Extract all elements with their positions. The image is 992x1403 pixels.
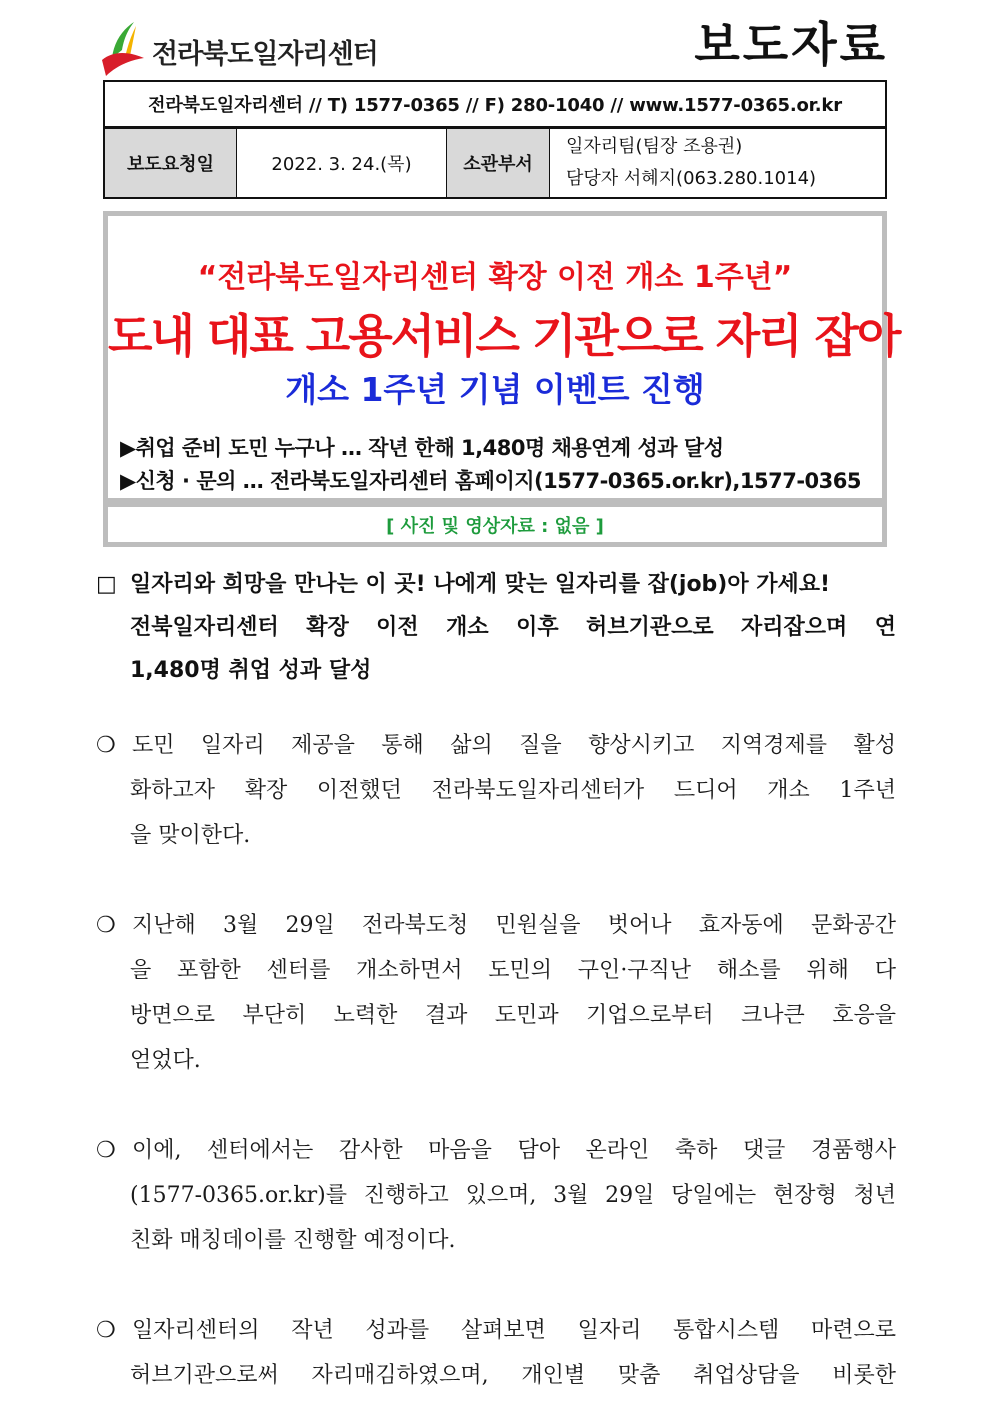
bullet-circle-icon: ❍ — [96, 1138, 116, 1163]
headline-main: 도내 대표 고용서비스 기관으로 자리 잡아 — [108, 309, 900, 363]
bullet-circle-icon: ❍ — [96, 1318, 116, 1343]
headline-bullet: ▶신청 · 문의 … 전라북도일자리센터 홈페이지(1577-0365.or.kr),1577-0365 — [120, 469, 862, 493]
body-paragraph — [96, 1308, 896, 1398]
org-name: 전라북도일자리센터 — [152, 39, 378, 70]
paragraph-line: 얻었다. — [130, 1048, 201, 1073]
paragraph-line: 일자리센터의 작년 성과를 살펴보면 일자리 통합시스템 마련으로 — [132, 1318, 896, 1343]
request-date-value: 2022. 3. 24.(목) — [237, 129, 447, 197]
summary-line: 전북일자리센터 확장 이전 개소 이후 허브기관으로 자리잡으며 연 — [130, 615, 896, 640]
logo-swoosh-icon — [100, 20, 146, 76]
photo-note: [ 사진 및 영상자료 : 없음 ] — [103, 503, 887, 547]
body-paragraph — [96, 723, 896, 858]
headline-box — [103, 211, 900, 503]
paragraph-line: 이에, 센터에서는 감사한 마음을 담아 온라인 축하 댓글 경품행사 — [132, 1138, 896, 1163]
department-value — [550, 129, 885, 197]
paragraph-line: 방면으로 부단히 노력한 결과 도민과 기업으로부터 크나큰 호응을 — [130, 1003, 896, 1028]
paragraph-line: 도민 일자리 제공을 통해 삶의 질을 향상시키고 지역경제를 활성 — [132, 733, 896, 758]
body-paragraph — [96, 903, 896, 1083]
paragraph-line: 지난해 3월 29일 전라북도청 민원실을 벗어나 효자동에 문화공간 — [132, 913, 896, 938]
paragraph-line: 을 맞이한다. — [130, 823, 251, 848]
body-paragraph — [96, 1128, 896, 1263]
paragraph-line: (1577-0365.or.kr)를 진행하고 있으며, 3월 29일 당일에는 현장형 청년 — [130, 1183, 896, 1208]
summary-block — [96, 563, 896, 692]
info-table — [103, 127, 887, 199]
headline-bullet: ▶취업 준비 도민 누구나 … 작년 한해 1,480명 채용연계 성과 달성 — [120, 436, 724, 460]
bullet-circle-icon: ❍ — [96, 913, 116, 938]
checkbox-square-icon: □ — [96, 572, 117, 597]
department-label: 소관부서 — [447, 129, 550, 197]
headline-sub: 개소 1주년 기념 이벤트 진행 — [285, 370, 705, 409]
document-type-title: 보도자료 — [694, 18, 888, 73]
department-contact: 담당자 서혜지(063.280.1014) — [566, 168, 817, 189]
summary-line: 일자리와 희망을 만나는 이 곳! 나에게 맞는 일자리를 잡(job)아 가세요! — [130, 572, 831, 597]
org-logo — [100, 20, 420, 76]
paragraph-line: 친화 매칭데이를 진행할 예정이다. — [130, 1228, 456, 1253]
paragraph-line: 화하고자 확장 이전했던 전라북도일자리센터가 드디어 개소 1주년 — [130, 778, 896, 803]
headline-quote: “전라북도일자리센터 확장 이전 개소 1주년” — [197, 260, 793, 295]
summary-line: 1,480명 취업 성과 달성 — [130, 658, 372, 683]
paragraph-line: 허브기관으로써 자리매김하였으며, 개인별 맞춤 취업상담을 비롯한 — [130, 1363, 896, 1388]
request-date-label: 보도요청일 — [105, 129, 237, 197]
bullet-circle-icon: ❍ — [96, 733, 116, 758]
paragraph-line: 을 포함한 센터를 개소하면서 도민의 구인·구직난 해소를 위해 다 — [130, 958, 896, 983]
contact-line: 전라북도일자리센터 // T) 1577-0365 // F) 280-1040 // www.1577-0365.or.kr — [103, 80, 887, 128]
department-team: 일자리팀(팀장 조용권) — [566, 136, 743, 157]
